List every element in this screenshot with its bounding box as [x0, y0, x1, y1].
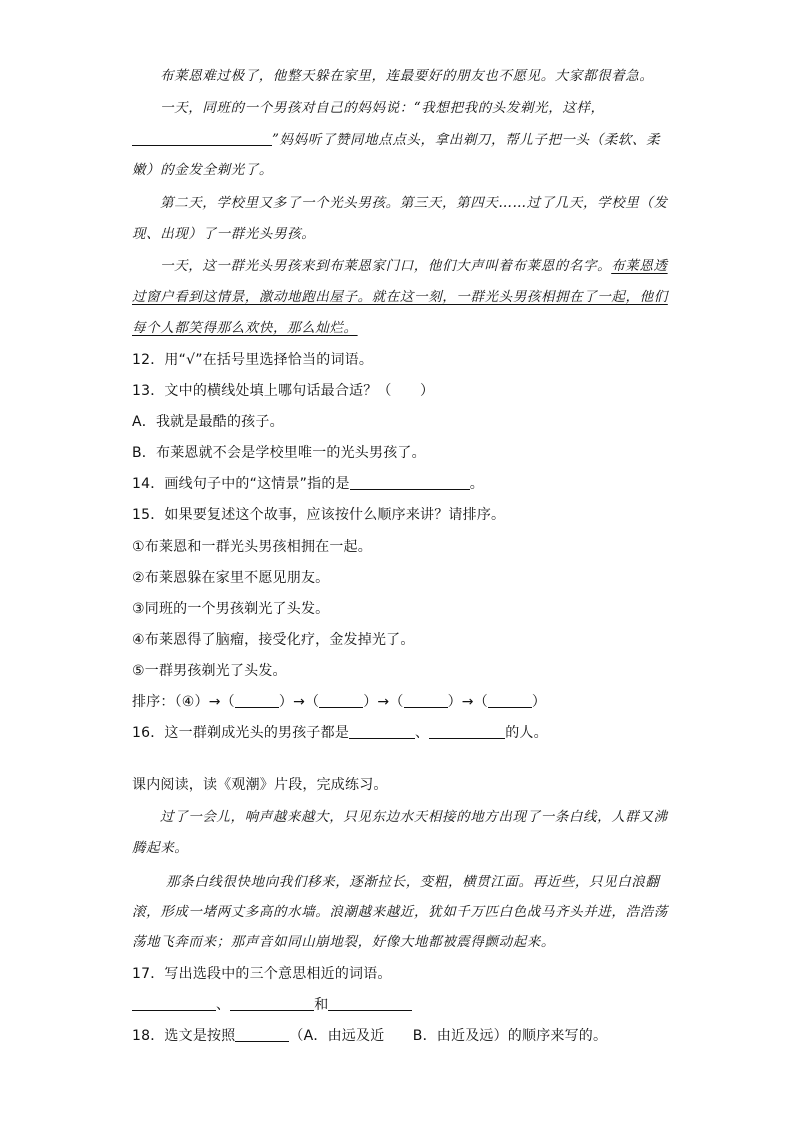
question-12: 12．用“√”在括号里选择恰当的词语。 — [132, 352, 374, 368]
order-close: ） — [531, 694, 547, 710]
question-16-blank-2[interactable] — [429, 724, 505, 739]
passage1-paragraph3-line1: 第二天，学校里又多了一个光头男孩。第三天，第四天……过了几天，学校里（发 — [160, 195, 668, 211]
question-14-text: 14．画线句子中的“这情景”指的是 — [132, 476, 350, 492]
order-blank-1[interactable] — [235, 693, 279, 708]
question-16-blank-1[interactable] — [349, 724, 415, 739]
question-13-option-a[interactable]: A．我就是最酷的孩子。 — [132, 414, 284, 430]
section2-paragraph2-line1: 那条白线很快地向我们移来，逐渐拉长，变粗，横贯江面。再近些，只见白浪翻 — [166, 874, 660, 890]
order-label: 排序：（④）→（ — [132, 694, 235, 710]
order-arrow: ）→（ — [447, 694, 488, 710]
passage1-paragraph2-line1: 一天，同班的一个男孩对自己的妈妈说：“我想把我的头发剃光，这样， — [160, 100, 605, 116]
question-14 — [132, 474, 484, 494]
order-blank-2[interactable] — [319, 693, 363, 708]
question-17-separator: 、 — [216, 997, 231, 1013]
question-15-order-row — [132, 692, 546, 712]
question-14-end: 。 — [469, 476, 484, 492]
question-18-options: （A．由远及近 B．由近及远）的顺序来写的。 — [289, 1028, 608, 1044]
question-18 — [132, 1026, 607, 1046]
underlined-sentence-line2: 过窗户看到这情景，激动地跑出屋子。就在这一刻，一群光头男孩相拥在了一起，他们 — [132, 289, 668, 305]
question-16-text: 16．这一群剃成光头的男孩子都是 — [132, 725, 350, 741]
question-16-separator: 、 — [415, 725, 430, 741]
passage1-paragraph2-line2-text: 妈妈听了赞同地点点头，拿出剃刀，帮儿子把一头（柔软、柔 — [279, 132, 661, 148]
order-blank-4[interactable] — [488, 693, 532, 708]
question-17-blank-1[interactable] — [132, 996, 216, 1011]
question-17-answers — [132, 995, 412, 1015]
question-13-option-b[interactable]: B．布莱恩就不会是学校里唯一的光头男孩了。 — [132, 445, 426, 461]
question-17: 17．写出选段中的三个意思相近的词语。 — [132, 966, 392, 982]
passage1-paragraph1: 布莱恩难过极了，他整天躲在家里，连最要好的朋友也不愿见。大家都很着急。 — [160, 68, 654, 84]
question-16 — [132, 723, 548, 743]
order-arrow: ）→（ — [278, 694, 320, 710]
question-16-end: 的人。 — [505, 725, 548, 741]
section2-intro: 课内阅读，读《观潮》片段，完成练习。 — [132, 777, 388, 793]
question-15-item-1: ①布莱恩和一群光头男孩相拥在一起。 — [132, 539, 372, 555]
question-17-and: 和 — [314, 997, 329, 1013]
passage1-paragraph2-line3: 嫩）的金发全剃光了。 — [132, 162, 273, 178]
order-blank-3[interactable] — [404, 693, 448, 708]
question-15-item-3: ③同班的一个男孩剃光了头发。 — [132, 601, 330, 617]
quote-end: ” — [272, 132, 280, 148]
passage1-paragraph3-line2: 现、出现）了一群光头男孩。 — [132, 226, 316, 242]
section2-paragraph1-line1: 过了一会儿，响声越来越大，只见东边水天相接的地方出现了一条白线，人群又沸 — [160, 809, 668, 825]
question-15-item-2: ②布莱恩躲在家里不愿见朋友。 — [132, 570, 330, 586]
question-15: 15．如果要复述这个故事，应该按什么顺序来讲？请排序。 — [132, 507, 506, 523]
underlined-sentence-start: 布莱恩透 — [611, 258, 668, 274]
question-15-item-4: ④布莱恩得了脑瘤，接受化疗，金发掉光了。 — [132, 632, 415, 648]
question-18-blank[interactable] — [235, 1027, 289, 1042]
question-17-blank-3[interactable] — [328, 996, 412, 1011]
passage1-paragraph4-line1 — [160, 256, 668, 276]
question-13: 13．文中的横线处填上哪句话最合适？（ ） — [132, 383, 435, 399]
paragraph4-plain-text: 一天，这一群光头男孩来到布莱恩家门口，他们大声叫着布莱恩的名字。 — [160, 258, 612, 274]
question-17-blank-2[interactable] — [230, 996, 314, 1011]
question-15-item-5: ⑤一群男孩剃光了头发。 — [132, 663, 287, 679]
passage1-paragraph2-line2 — [132, 130, 660, 150]
question-18-text: 18．选文是按照 — [132, 1028, 236, 1044]
underlined-sentence-line3: 每个人都笑得那么欢快，那么灿烂。 — [132, 320, 358, 336]
section2-paragraph2-line3: 荡地飞奔而来；那声音如同山崩地裂，好像大地都被震得颤动起来。 — [132, 934, 555, 950]
passage1-blank-line[interactable] — [132, 131, 272, 146]
order-arrow: ）→（ — [363, 694, 404, 710]
section2-paragraph1-line2: 腾起来。 — [132, 840, 189, 856]
question-14-answer-blank[interactable] — [350, 475, 470, 490]
section2-paragraph2-line2: 滚，形成一堵两丈多高的水墙。浪潮越来越近，犹如千万匹白色战马齐头并进，浩浩荡 — [132, 904, 668, 920]
